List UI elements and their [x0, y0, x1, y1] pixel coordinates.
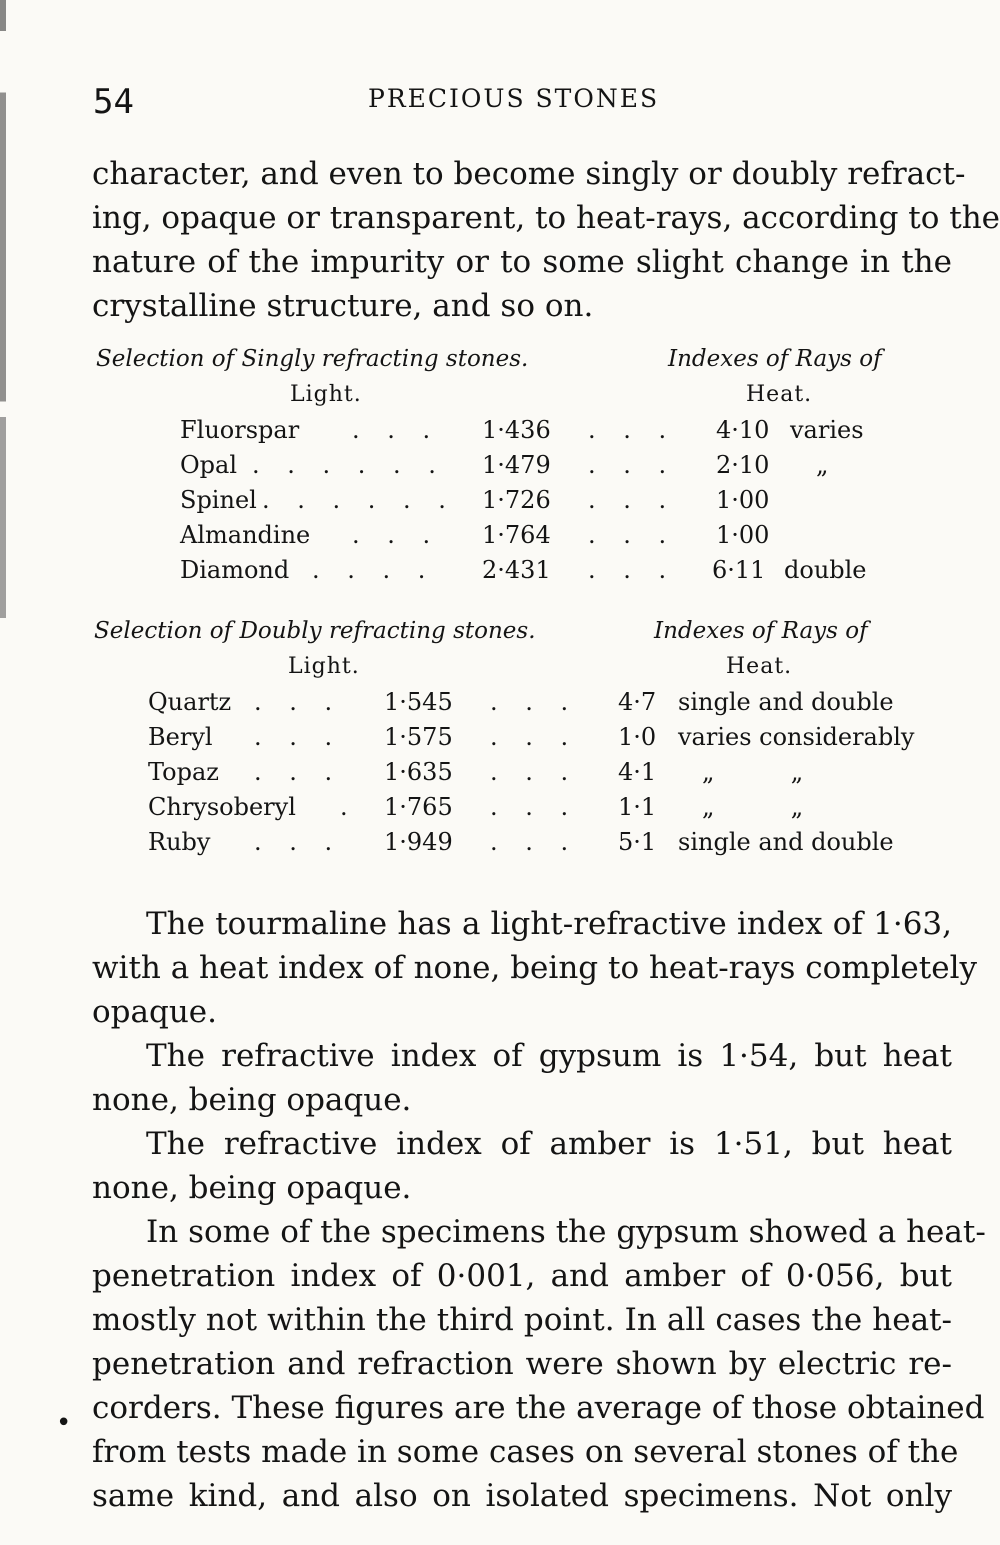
table-caption-right: Indexes of Rays of [654, 618, 868, 644]
stone-name: Ruby [148, 828, 211, 856]
stone-name: Chrysoberyl [148, 793, 296, 821]
table-caption-left: Selection of Singly refracting stones. [96, 346, 529, 372]
heat-note: double [784, 556, 867, 584]
text-line: none, being opaque. [92, 1170, 412, 1206]
column-header-heat: Heat. [746, 382, 813, 407]
text-line: none, being opaque. [92, 1082, 412, 1118]
stone-name: Opal [180, 451, 238, 479]
leader-dots: . . . . . . [252, 451, 446, 479]
stone-name: Quartz [148, 688, 232, 716]
paragraph-gypsum [92, 1034, 952, 1122]
leader-dots: . . . [490, 793, 579, 821]
leader-dots: . . . [254, 723, 343, 751]
text-line: with a heat index of none, being to heat-rays completely [92, 950, 978, 986]
heat-index: 4·7 [618, 688, 657, 716]
leader-dots: . . . . [312, 556, 436, 584]
text-line: ing, opaque or transparent, to heat-rays, according to the [92, 200, 1000, 236]
table-caption-right: Indexes of Rays of [668, 346, 882, 372]
heat-index: 1·00 [716, 486, 770, 514]
stone-name: Topaz [148, 758, 219, 786]
heat-index: 5·1 [618, 828, 657, 856]
light-index: 2·431 [482, 556, 551, 584]
heat-index: 1·1 [618, 793, 657, 821]
heat-note: „ „ [702, 758, 804, 786]
leader-dots: . . . [588, 521, 677, 549]
leader-dots: . . . [588, 451, 677, 479]
heat-index: 1·00 [716, 521, 770, 549]
text-line: penetration index of 0·001, and amber of 0·056, but [92, 1258, 952, 1294]
text-line: The refractive index of gypsum is 1·54, but heat [146, 1038, 952, 1074]
heat-index: 6·11 [712, 556, 766, 584]
text-line: mostly not within the third point. In all cases the heat- [92, 1302, 952, 1338]
column-header-heat: Heat. [726, 654, 793, 679]
leader-dots: . . . [254, 758, 343, 786]
text-line: corders. These figures are the average of those obtained [92, 1390, 985, 1426]
light-index: 1·545 [384, 688, 453, 716]
leader-dots: . [340, 793, 358, 821]
heat-note: „ „ [702, 793, 804, 821]
paragraph-tourmaline [92, 902, 978, 1034]
leader-dots: . . . [490, 723, 579, 751]
leader-dots: . . . [588, 556, 677, 584]
stone-name: Beryl [148, 723, 213, 751]
heat-note: „ [816, 451, 829, 479]
light-index: 1·765 [384, 793, 453, 821]
heat-index: 1·0 [618, 723, 657, 751]
text-line: The refractive index of amber is 1·51, but heat [146, 1126, 952, 1162]
heat-note: single and double [678, 828, 894, 856]
heat-note: varies considerably [678, 723, 915, 751]
leader-dots: . . . [254, 688, 343, 716]
heat-index: 4·1 [618, 758, 657, 786]
text-line: penetration and refraction were shown by electric re- [92, 1346, 952, 1382]
heat-index: 4·10 [716, 416, 770, 444]
column-header-light: Light. [290, 382, 362, 407]
leader-dots: . . . [588, 486, 677, 514]
stone-name: Fluorspar [180, 416, 300, 444]
leader-dots: . . . [352, 416, 441, 444]
light-index: 1·635 [384, 758, 453, 786]
margin-mark: • [56, 1408, 72, 1438]
text-line: opaque. [92, 994, 217, 1030]
light-index: 1·949 [384, 828, 453, 856]
stone-name: Diamond [180, 556, 290, 584]
heat-note: varies [790, 416, 864, 444]
text-line: The tourmaline has a light-refractive index of 1·63, [146, 906, 952, 942]
paragraph-amber [92, 1122, 952, 1210]
light-index: 1·436 [482, 416, 551, 444]
text-line: nature of the impurity or to some slight change in the [92, 244, 952, 280]
column-header-light: Light. [288, 654, 360, 679]
text-line: character, and even to become singly or doubly refract- [92, 156, 966, 192]
light-index: 1·479 [482, 451, 551, 479]
leader-dots: . . . [588, 416, 677, 444]
text-line: same kind, and also on isolated specimens. Not only [92, 1478, 952, 1514]
page-binding-edge [0, 0, 6, 1545]
heat-index: 2·10 [716, 451, 770, 479]
light-index: 1·726 [482, 486, 551, 514]
stone-name: Spinel [180, 486, 257, 514]
paragraph-continuation [92, 152, 1000, 328]
leader-dots: . . . [254, 828, 343, 856]
leader-dots: . . . [490, 828, 579, 856]
paragraph-specimens [92, 1210, 986, 1518]
table-caption-left: Selection of Doubly refracting stones. [94, 618, 536, 644]
light-index: 1·575 [384, 723, 453, 751]
page-number: 54 [93, 82, 134, 122]
heat-note: single and double [678, 688, 894, 716]
light-index: 1·764 [482, 521, 551, 549]
text-line: crystalline structure, and so on. [92, 288, 594, 324]
leader-dots: . . . [490, 758, 579, 786]
leader-dots: . . . [490, 688, 579, 716]
stone-name: Almandine [180, 521, 311, 549]
running-title: PRECIOUS STONES [368, 84, 660, 113]
leader-dots: . . . [352, 521, 441, 549]
leader-dots: . . . . . . [262, 486, 456, 514]
text-line: In some of the specimens the gypsum showed a heat- [146, 1214, 986, 1250]
text-line: from tests made in some cases on several stones of the [92, 1434, 959, 1470]
